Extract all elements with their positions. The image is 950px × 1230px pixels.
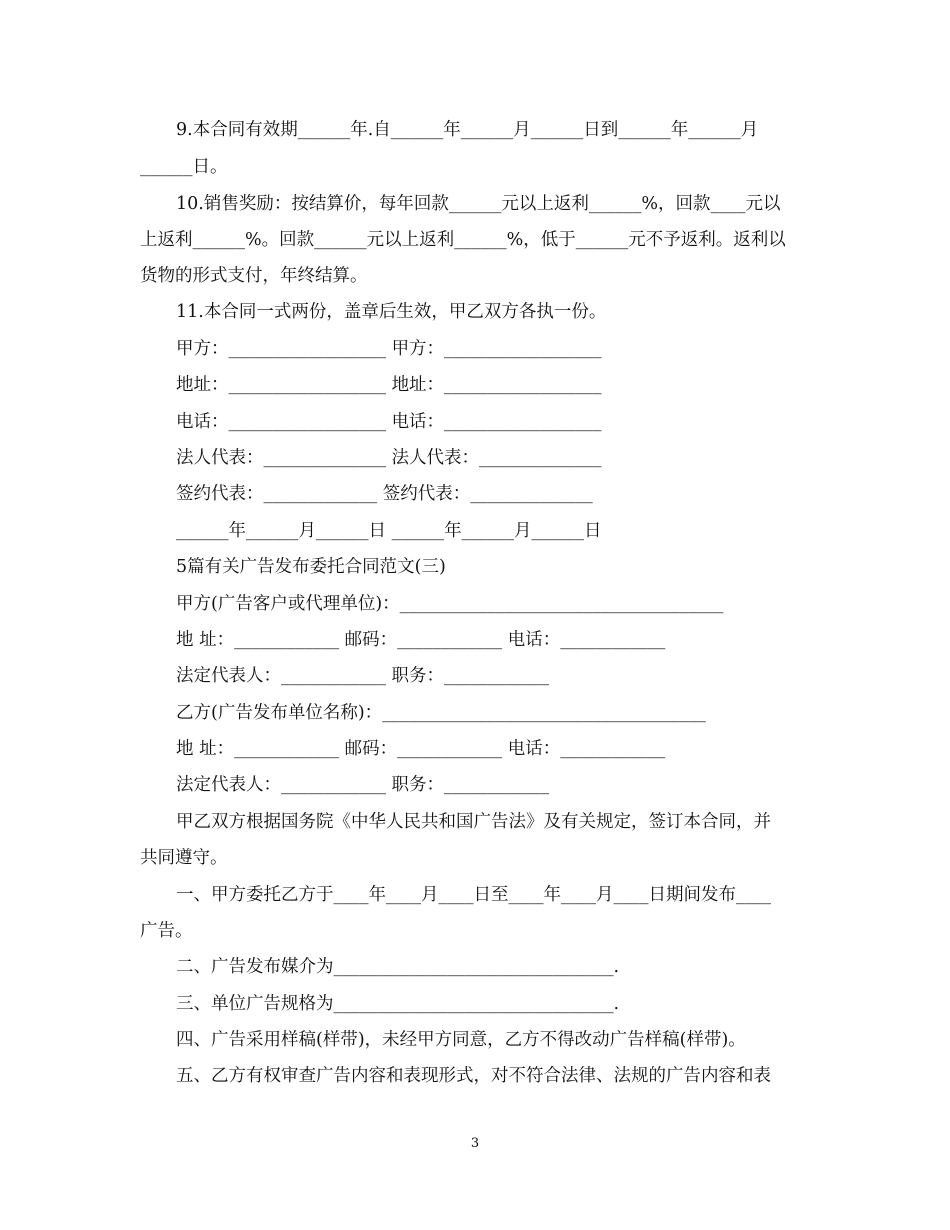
text-line: 9.本合同有效期______年.自______年______月______日到______年______月 (176, 120, 759, 140)
page-number: 3 (470, 1136, 480, 1151)
text-line: 广告。 (140, 921, 193, 941)
text-line: 甲乙双方根据国务院《中华人民共和国广告法》及有关规定，签订本合同，并 (176, 812, 771, 832)
form-field: 法定代表人：____________ 职务：____________ (176, 775, 550, 795)
form-field: 地 址：____________ 邮码：____________ 电话：____________ (176, 630, 666, 650)
signature-field: 地址：__________________ 地址：__________________ (176, 375, 602, 395)
text-line: 四、广告采用样稿(样带)，未经甲方同意，乙方不得改动广告样稿(样带)。 (176, 1030, 746, 1050)
text-line: ______日。 (140, 157, 228, 177)
form-field: 地 址：____________ 邮码：____________ 电话：____________ (176, 739, 666, 759)
form-field: 甲方(广告客户或代理单位)：_____________________________________ (176, 594, 724, 614)
form-field: 乙方(广告发布单位名称)：_____________________________________ (176, 703, 706, 723)
signature-field: 电话：__________________ 电话：__________________ (176, 412, 602, 432)
section-title: 5篇有关广告发布委托合同范文(三) (176, 557, 446, 577)
text-line: 三、单位广告规格为________________________________. (176, 994, 620, 1014)
text-line: 10.销售奖励：按结算价，每年回款______元以上返利______%，回款____元以 (176, 194, 781, 214)
signature-field: 甲方：__________________ 甲方：__________________ (176, 339, 602, 359)
text-line: 二、广告发布媒介为________________________________. (176, 957, 620, 977)
text-line: 共同遵守。 (140, 848, 228, 868)
signature-field: 签约代表：_____________ 签约代表：______________ (176, 484, 593, 504)
date-field: ______年______月______日 ______年______月______日 (176, 521, 602, 541)
text-line: 11.本合同一式两份，盖章后生效，甲乙双方各执一份。 (176, 302, 607, 322)
text-line: 上返利______%。回款______元以上返利______%，低于______元不予返利。返利以 (140, 230, 786, 250)
signature-field: 法人代表：______________ 法人代表：______________ (176, 448, 602, 468)
text-line: 五、乙方有权审查广告内容和表现形式，对不符合法律、法规的广告内容和表 (176, 1066, 771, 1086)
text-line: 一、甲方委托乙方于____年____月____日至____年____月____日期间发布____ (176, 885, 771, 905)
form-field: 法定代表人：____________ 职务：____________ (176, 666, 550, 686)
text-line: 货物的形式支付，年终结算。 (140, 266, 368, 286)
